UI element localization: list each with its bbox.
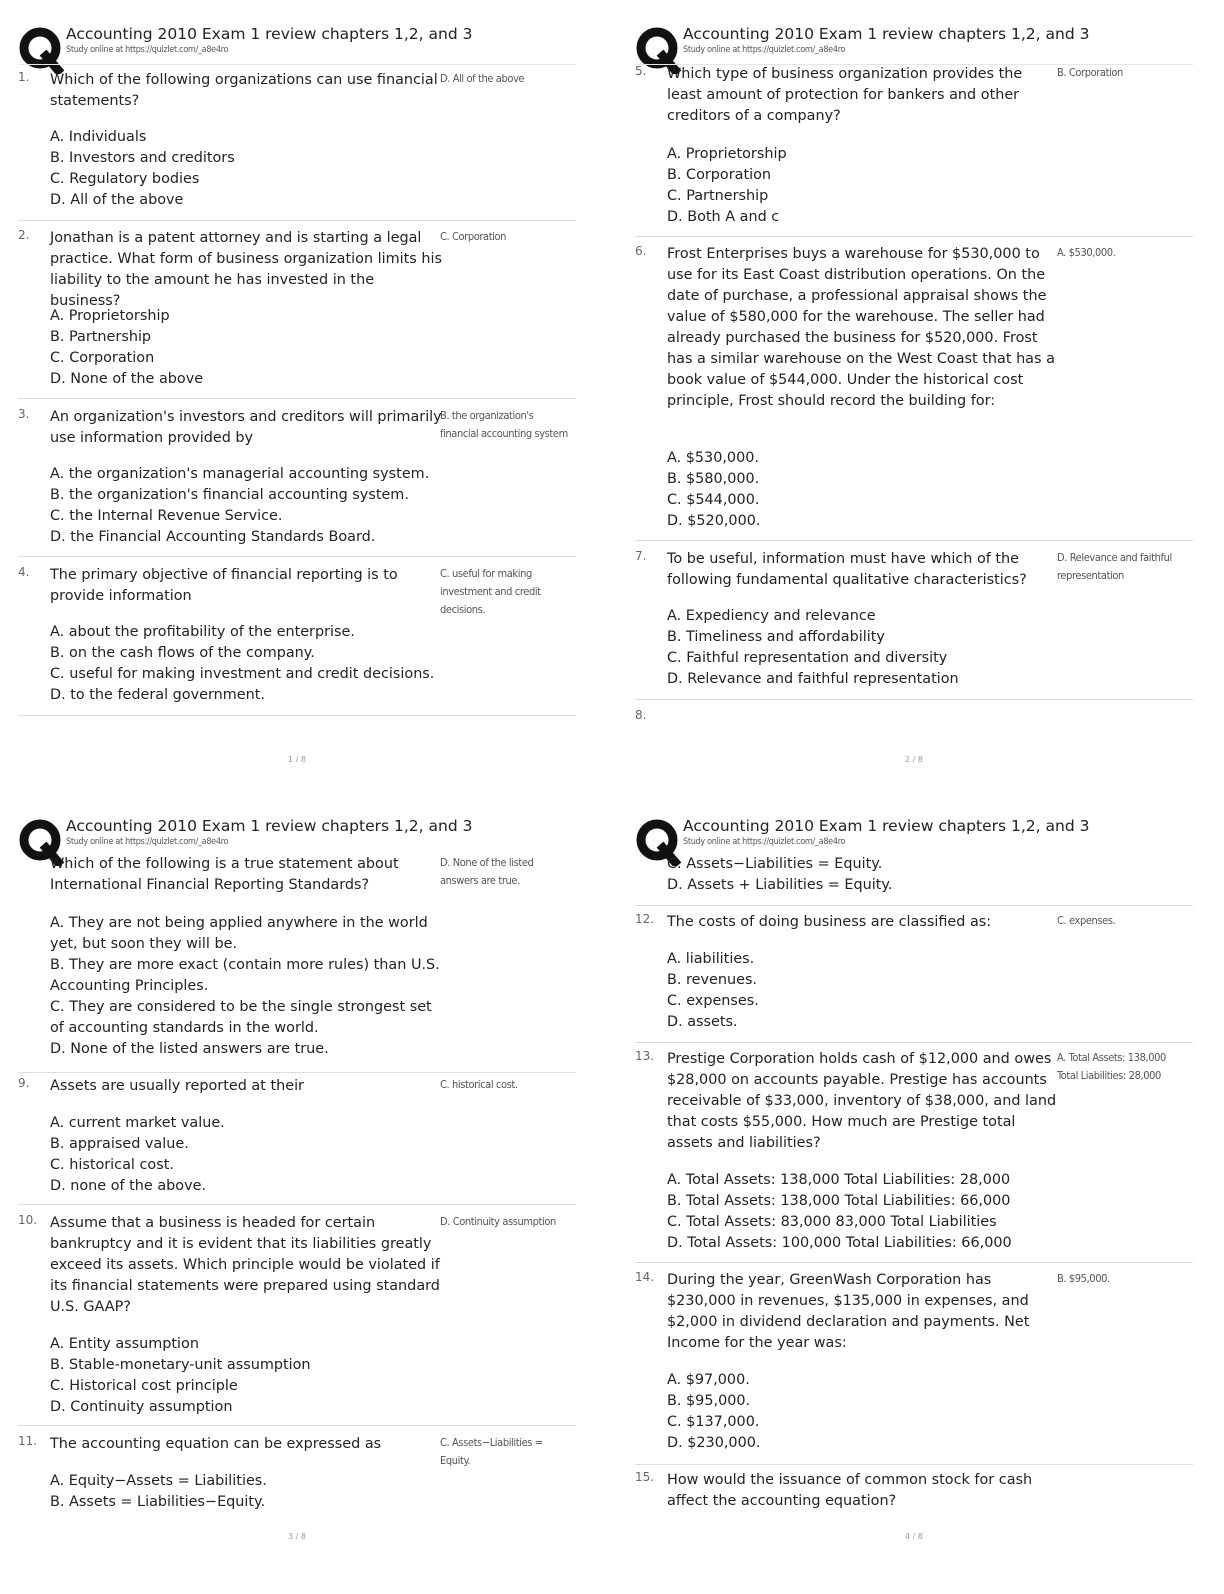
- question-10: [18, 1213, 576, 1426]
- question-number: 7.: [635, 549, 647, 563]
- question-number: 11.: [18, 1434, 38, 1448]
- options-list: [50, 464, 470, 548]
- question-text: To be useful, information must have which of the following fundamental qualitative characteristics?: [667, 551, 1027, 588]
- answer-text: C. Corporation: [440, 230, 507, 243]
- option: A. Entity assumption: [50, 1336, 199, 1352]
- options-list: [50, 127, 470, 211]
- page-number: 3 / 8: [288, 1532, 306, 1541]
- question-4: [18, 565, 576, 716]
- question-14: [635, 1270, 1193, 1465]
- page-3: [18, 814, 598, 1594]
- option: A. Individuals: [50, 129, 147, 145]
- options-list: [667, 1170, 1087, 1254]
- answer-text: D. Relevance and faithful representation: [1057, 551, 1172, 582]
- option: B. $95,000.: [667, 1393, 751, 1409]
- answer-text: C. Assets−Liabilities = Equity.: [440, 1436, 543, 1467]
- option: C. Assets−Liabilities = Equity.: [667, 856, 883, 872]
- option: B. Partnership: [50, 329, 152, 345]
- option: D. none of the above.: [50, 1178, 207, 1194]
- question-7: [635, 549, 1193, 700]
- option: D. Both A and c: [667, 209, 780, 225]
- options-list: [50, 306, 470, 390]
- options-list: [50, 1471, 470, 1513]
- option: C. historical cost.: [50, 1157, 174, 1173]
- question-text: During the year, GreenWash Corporation has $230,000 in revenues, $135,000 in expenses, and $2,000 in dividend declaration and payments. Net Income for the year was:: [667, 1272, 1030, 1351]
- doc-title: Accounting 2010 Exam 1 review chapters 1,2, and 3: [683, 25, 1090, 43]
- option: D. None of the above: [50, 371, 204, 387]
- option: A. the organization's managerial accounting system.: [50, 466, 430, 482]
- options-list: [50, 1334, 470, 1418]
- option: D. Relevance and faithful representation: [667, 671, 959, 687]
- option: C. Total Assets: 83,000 83,000 Total Liabilities: [667, 1214, 997, 1230]
- option: C. the Internal Revenue Service.: [50, 508, 283, 524]
- options-list: [667, 1370, 1087, 1454]
- question-number: 2.: [18, 228, 30, 242]
- option: B. appraised value.: [50, 1136, 189, 1152]
- question-number: 1.: [18, 70, 30, 84]
- question-9: [18, 1076, 576, 1205]
- question-text: How would the issuance of common stock for cash affect the accounting equation?: [667, 1472, 1033, 1509]
- option: A. They are not being applied anywhere in the world yet, but soon they will be.: [50, 915, 428, 952]
- question-12: [635, 912, 1193, 1043]
- page-number: 2 / 8: [905, 755, 923, 764]
- answer-text: B. the organization's financial accounting system: [440, 409, 568, 440]
- answer-text: C. useful for making investment and credit decisions.: [440, 567, 541, 616]
- option: B. revenues.: [667, 972, 758, 988]
- doc-subtitle: Study online at https://quizlet.com/_a8e4ro: [683, 45, 846, 55]
- question-number: 6.: [635, 244, 647, 258]
- option: C. Regulatory bodies: [50, 171, 200, 187]
- question-5: [635, 64, 1193, 237]
- question-text: The primary objective of financial reporting is to provide information: [50, 567, 398, 604]
- doc-title: Accounting 2010 Exam 1 review chapters 1,2, and 3: [66, 817, 473, 835]
- options-list: [667, 949, 1087, 1033]
- option: C. useful for making investment and credit decisions.: [50, 666, 435, 682]
- question-text: Assume that a business is headed for certain bankruptcy and it is evident that its liabilities greatly exceed its assets. Which principle would be violated if its financial statements were prepared using standard U.S. GAAP?: [50, 1215, 440, 1315]
- question-number: 13.: [635, 1049, 655, 1063]
- question-6: [635, 244, 1193, 541]
- option: C. Historical cost principle: [50, 1378, 238, 1394]
- doc-title: Accounting 2010 Exam 1 review chapters 1,2, and 3: [66, 25, 473, 43]
- question-text: Jonathan is a patent attorney and is starting a legal practice. What form of business organization limits his liability to the amount he has invested in the business?: [50, 230, 442, 309]
- options-list: [667, 854, 1087, 896]
- option: D. All of the above: [50, 192, 184, 208]
- option: D. $230,000.: [667, 1435, 761, 1451]
- option: B. on the cash flows of the company.: [50, 645, 315, 661]
- option: B. Stable-monetary-unit assumption: [50, 1357, 311, 1373]
- option: B. Total Assets: 138,000 Total Liabilities: 66,000: [667, 1193, 1011, 1209]
- doc-title: Accounting 2010 Exam 1 review chapters 1,2, and 3: [683, 817, 1090, 835]
- answer-text: B. Corporation: [1057, 66, 1123, 79]
- question-8: [635, 708, 1193, 732]
- doc-subtitle: Study online at https://quizlet.com/_a8e4ro: [66, 45, 229, 55]
- option: C. Faithful representation and diversity: [667, 650, 948, 666]
- question-number: 3.: [18, 407, 30, 421]
- question-3: [18, 407, 576, 557]
- page-4: [635, 814, 1215, 1594]
- option: C. $137,000.: [667, 1414, 760, 1430]
- question-13: [635, 1049, 1193, 1263]
- options-list: [667, 144, 1087, 228]
- question-text: Frost Enterprises buys a warehouse for $530,000 to use for its East Coast distribution operations. On the date of purchase, a professional appraisal shows the value of $580,000 for the warehouse. The seller had already purchased the business for $520,000. Frost has a similar warehouse on the West Coast that has a book value of $544,000. Under the historical cost principle, Frost should record the building for:: [667, 246, 1055, 409]
- question-text: Which of the following is a true statement about International Financial Reporting Standards?: [50, 856, 399, 893]
- option: A. current market value.: [50, 1115, 225, 1131]
- doc-subtitle: Study online at https://quizlet.com/_a8e4ro: [66, 837, 229, 847]
- question-11-continued: [635, 854, 1193, 906]
- answer-text: B. $95,000.: [1057, 1272, 1110, 1285]
- options-list: [50, 1113, 470, 1197]
- option: A. $530,000.: [667, 450, 759, 466]
- question-number: 12.: [635, 912, 655, 926]
- question-15: [635, 1470, 1193, 1518]
- option: B. Corporation: [667, 167, 772, 183]
- question-number: 5.: [635, 64, 647, 78]
- question-text: The costs of doing business are classified as:: [667, 914, 992, 930]
- option: B. Investors and creditors: [50, 150, 235, 166]
- header-divider: [18, 64, 576, 65]
- option: B. Timeliness and affordability: [667, 629, 885, 645]
- page-2: [635, 22, 1215, 802]
- options-list: [50, 913, 445, 1060]
- option: A. Proprietorship: [667, 146, 787, 162]
- option: B. They are more exact (contain more rules) than U.S. Accounting Principles.: [50, 957, 440, 994]
- answer-text: D. All of the above: [440, 72, 525, 85]
- question-text: Which type of business organization provides the least amount of protection for bankers and other creditors of a company?: [667, 66, 1023, 124]
- option: B. Assets = Liabilities−Equity.: [50, 1494, 266, 1510]
- option: A. about the profitability of the enterprise.: [50, 624, 355, 640]
- option: D. the Financial Accounting Standards Board.: [50, 529, 376, 545]
- option: A. Proprietorship: [50, 308, 170, 324]
- question-text: An organization's investors and creditors will primarily use information provided by: [50, 409, 442, 446]
- option: D. Assets + Liabilities = Equity.: [667, 877, 893, 893]
- question-2: [18, 228, 576, 399]
- question-text: Assets are usually reported at their: [50, 1078, 304, 1094]
- answer-text: A. Total Assets: 138,000 Total Liabilities: 28,000: [1057, 1051, 1166, 1082]
- answer-text: C. historical cost.: [440, 1078, 518, 1091]
- option: A. $97,000.: [667, 1372, 750, 1388]
- option: D. to the federal government.: [50, 687, 265, 703]
- question-number: 14.: [635, 1270, 655, 1284]
- option: C. Corporation: [50, 350, 155, 366]
- option: A. liabilities.: [667, 951, 755, 967]
- option: A. Total Assets: 138,000 Total Liabilities: 28,000: [667, 1172, 1011, 1188]
- quizlet-logo-icon: [18, 26, 66, 74]
- option: C. expenses.: [667, 993, 759, 1009]
- page-number: 1 / 8: [288, 755, 306, 764]
- question-text: Prestige Corporation holds cash of $12,000 and owes $28,000 on accounts payable. Prestige has accounts receivable of $33,000, inventory of $38,000, and land that costs $55,000. How much are Prestige total assets and liabilities?: [667, 1051, 1057, 1151]
- answer-text: D. Continuity assumption: [440, 1215, 556, 1228]
- option: D. Continuity assumption: [50, 1399, 233, 1415]
- options-list: [667, 448, 1087, 532]
- page-number: 4 / 8: [905, 1532, 923, 1541]
- answer-text: C. expenses.: [1057, 914, 1116, 927]
- options-list: [667, 606, 1087, 690]
- option: D. Total Assets: 100,000 Total Liabilities: 66,000: [667, 1235, 1012, 1251]
- option: A. Expediency and relevance: [667, 608, 876, 624]
- option: C. Partnership: [667, 188, 769, 204]
- option: C. $544,000.: [667, 492, 760, 508]
- question-number: 8.: [635, 708, 647, 722]
- question-1: [18, 70, 576, 221]
- question-11: [18, 1434, 576, 1524]
- page-1: [18, 22, 598, 802]
- option: A. Equity−Assets = Liabilities.: [50, 1473, 267, 1489]
- option: B. the organization's financial accounting system.: [50, 487, 409, 503]
- options-list: [50, 622, 470, 706]
- question-number: 15.: [635, 1470, 655, 1484]
- question-text: Which of the following organizations can use financial statements?: [50, 72, 438, 109]
- option: B. $580,000.: [667, 471, 760, 487]
- option: C. They are considered to be the single strongest set of accounting standards in the world.: [50, 999, 432, 1036]
- doc-subtitle: Study online at https://quizlet.com/_a8e4ro: [683, 837, 846, 847]
- option: D. $520,000.: [667, 513, 761, 529]
- question-ifrs: [18, 854, 576, 1073]
- question-text: The accounting equation can be expressed as: [50, 1436, 382, 1452]
- question-number: 4.: [18, 565, 30, 579]
- answer-text: A. $530,000.: [1057, 246, 1116, 259]
- option: D. None of the listed answers are true.: [50, 1041, 329, 1057]
- question-number: 9.: [18, 1076, 30, 1090]
- option: D. assets.: [667, 1014, 738, 1030]
- question-number: 10.: [18, 1213, 38, 1227]
- answer-text: D. None of the listed answers are true.: [440, 856, 534, 887]
